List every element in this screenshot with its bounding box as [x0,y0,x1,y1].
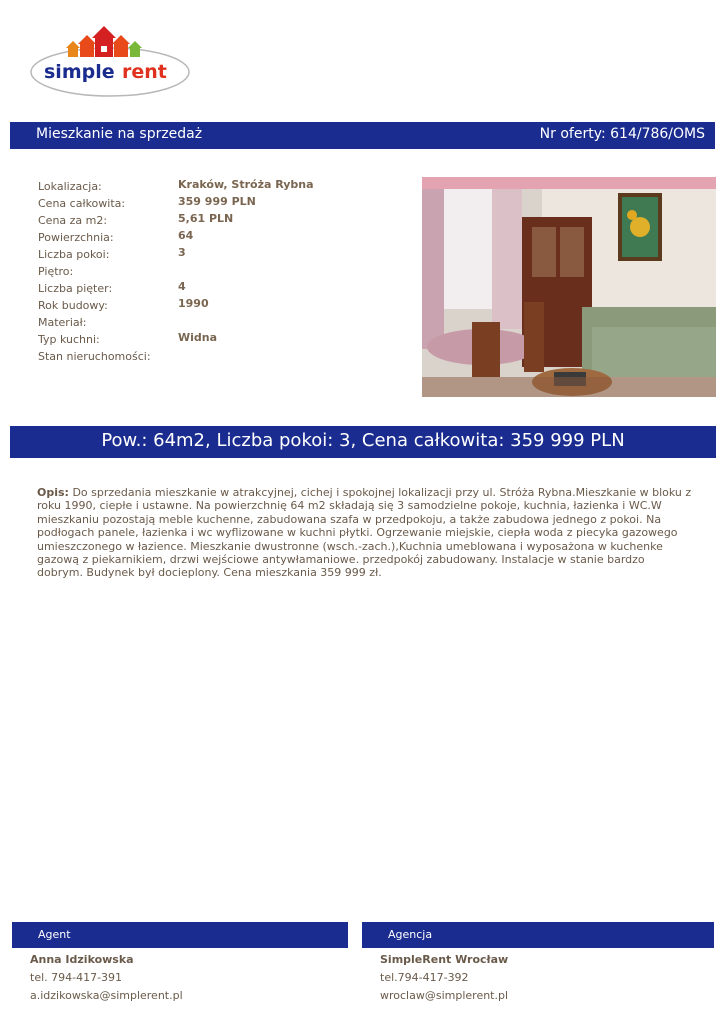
property-photo [422,177,716,397]
detail-row-floor: Piętro: [38,265,74,278]
simplerent-logo [28,22,194,100]
detail-row-floors-count: Liczba pięter: 4 [38,280,186,295]
houses-icon [66,26,142,57]
detail-row-location: Lokalizacja: Kraków, Stróża Rybna [38,178,314,193]
detail-row-rooms: Liczba pokoi: 3 [38,246,186,261]
property-details [38,178,408,365]
agency-email[interactable]: wroclaw@simplerent.pl [380,989,509,1002]
offer-number: Nr oferty: 614/786/OMS [539,126,705,142]
agent-contact [30,953,183,1007]
detail-row-condition: Stan nieruchomości: [38,350,151,363]
agent-email[interactable]: a.idzikowska@simplerent.pl [30,989,183,1002]
listing-header-bar [10,122,715,149]
agency-name: SimpleRent Wrocław [380,953,509,966]
description [37,486,693,580]
detail-row-price-per-m2: Cena za m2: 5,61 PLN [38,212,234,227]
agency-header-bar [362,922,714,948]
svg-text:rent: rent [122,61,167,83]
logo-graphic [28,22,194,100]
detail-row-kitchen-type: Typ kuchni: Widna [38,331,218,346]
detail-row-total-price: Cena całkowita: 359 999 PLN [38,195,256,210]
summary-text: Pow.: 64m2, Liczba pokoi: 3, Cena całkowita: 359 999 PLN [101,430,625,451]
agency-phone[interactable]: tel.794-417-392 [380,971,469,984]
agent-name: Anna Idzikowska [30,953,134,966]
description-text: Do sprzedania mieszkanie w atrakcyjnej, cichej i spokojnej lokalizacji przy ul. Stróża Rybna.Mieszkanie w bloku z roku 1990, ciepłe i ustawne. Na powierzchnię 64 m2 składają się 3 samodzielne pokoje, kuchnia, łazienka i WC.W mieszkaniu pozostają meble kuchenne, zabudowana szafa w przedpokoju, a także zabudowa jednego z pokoi. Na podłogach panele, łazienka i wc wyflizowane w kuchni płytki. Ogrzewanie miejskie, ciepła woda z piecyka gazowego umieszczonego w łazience. Mieszkanie dwustronne (wsch.-zach.),Kuchnia umeblowana i wyposażona w kuchenke gazową z piekarnikiem, drzwi wejściowe antywłamaniowe. przedpokój zabudowany. Instalacje w stanie bardzo dobrym. Budynek był docieplony. Cena mieszkania 359 999 zł. [37,486,692,580]
svg-text:simple: simple [44,61,115,83]
summary-bar [10,426,716,458]
agency-heading: Agencja [388,928,433,941]
agent-heading: Agent [38,928,71,941]
detail-row-area: Powierzchnia: 64 [38,229,194,244]
agency-contact [380,953,508,1007]
detail-row-material: Materiał: [38,316,87,329]
agent-phone[interactable]: tel. 794-417-391 [30,971,123,984]
listing-type: Mieszkanie na sprzedaż [36,126,203,142]
description-label: Opis: [37,486,69,499]
agent-header-bar [12,922,348,948]
detail-row-year-built: Rok budowy: 1990 [38,297,209,312]
